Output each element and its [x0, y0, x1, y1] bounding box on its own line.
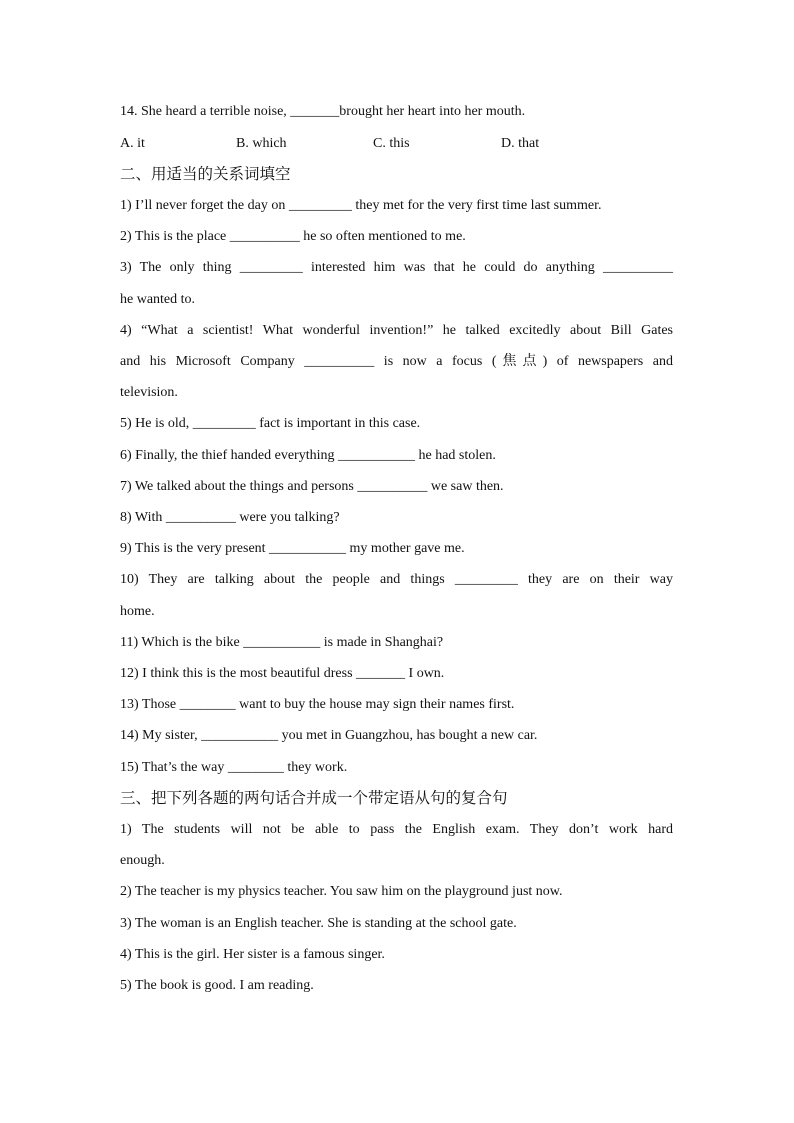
fill-blank-item-continued: television. — [120, 385, 178, 400]
fill-blank-item: 5) He is old, _________ fact is important in this case. — [120, 416, 421, 431]
combine-sentence-item: 2) The teacher is my physics teacher. You saw him on the playground just now. — [120, 884, 563, 899]
fill-blank-item: 7) We talked about the things and persons __________ we saw then. — [120, 479, 504, 494]
fill-blank-item: 8) With __________ were you talking? — [120, 510, 340, 525]
combine-sentence-item-continued: enough. — [120, 853, 165, 868]
fill-blank-item: 6) Finally, the thief handed everything ___________ he had stolen. — [120, 448, 496, 463]
combine-sentence-item: 3) The woman is an English teacher. She is standing at the school gate. — [120, 916, 517, 931]
fill-blank-item: 15) That’s the way ________ they work. — [120, 760, 348, 775]
fill-blank-item: 9) This is the very present ___________ my mother gave me. — [120, 541, 465, 556]
fill-blank-item: 4) “What a scientist! What wonderful invention!” he talked excitedly about Bill Gates — [120, 323, 673, 338]
section-3-title: 三、把下列各题的两句话合并成一个带定语从句的复合句 — [120, 789, 508, 807]
fill-blank-item: 10) They are talking about the people and things _________ they are on their way — [120, 572, 673, 587]
option-a: A. it — [120, 136, 145, 151]
combine-sentence-item: 5) The book is good. I am reading. — [120, 978, 314, 993]
fill-blank-item: 2) This is the place __________ he so often mentioned to me. — [120, 229, 466, 244]
question-14-stem: 14. She heard a terrible noise, _______brought her heart into her mouth. — [120, 104, 526, 119]
fill-blank-item: 3) The only thing _________ interested him was that he could do anything __________ — [120, 260, 673, 275]
fill-blank-item: 1) I’ll never forget the day on _________ they met for the very first time last summer. — [120, 198, 602, 213]
fill-blank-item-continued: he wanted to. — [120, 292, 196, 307]
fill-blank-item: 14) My sister, ___________ you met in Guangzhou, has bought a new car. — [120, 728, 538, 743]
fill-blank-item: 12) I think this is the most beautiful dress _______ I own. — [120, 666, 445, 681]
fill-blank-item-continued: and his Microsoft Company __________ is now a focus (焦点) of newspapers and — [120, 354, 673, 369]
fill-blank-item-continued: home. — [120, 604, 155, 619]
fill-blank-item: 11) Which is the bike ___________ is made in Shanghai? — [120, 635, 444, 650]
combine-sentence-item: 1) The students will not be able to pass the English exam. They don’t work hard — [120, 822, 673, 837]
option-b: B. which — [236, 136, 287, 151]
option-c: C. this — [373, 136, 410, 151]
combine-sentence-item: 4) This is the girl. Her sister is a famous singer. — [120, 947, 385, 962]
fill-blank-item: 13) Those ________ want to buy the house may sign their names first. — [120, 697, 515, 712]
option-d: D. that — [501, 136, 540, 151]
section-2-title: 二、用适当的关系词填空 — [120, 165, 291, 183]
